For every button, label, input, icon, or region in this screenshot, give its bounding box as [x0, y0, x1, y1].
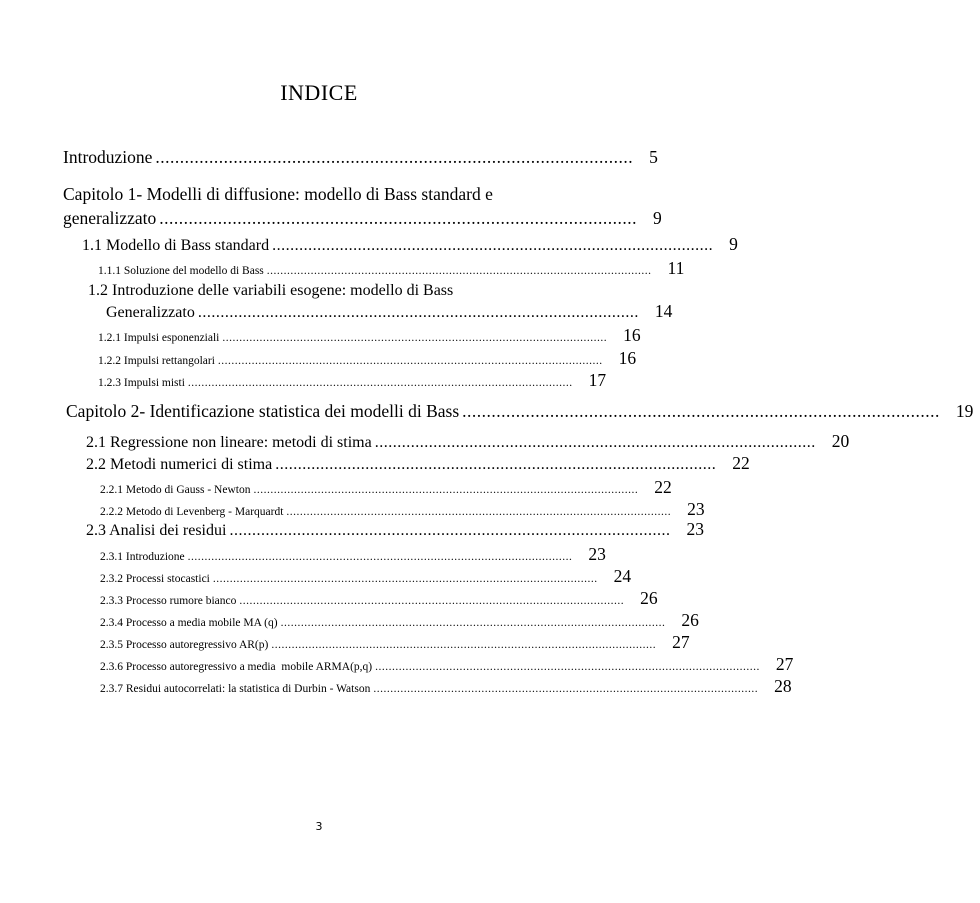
toc-leader: .................................................................................................. — [229, 522, 671, 539]
toc-label: 2.3.3 Processo rumore bianco — [100, 595, 237, 607]
toc-page: 17 — [588, 370, 607, 390]
toc-page: 9 — [653, 208, 662, 228]
toc-page: 23 — [686, 519, 704, 539]
toc-label: 2.2 Metodi numerici di stima — [86, 456, 273, 473]
toc-entry-2-3-6[interactable] — [100, 654, 794, 675]
toc-chapter-1-line1: Capitolo 1- Modelli di diffusione: modello di Bass standard e — [63, 184, 493, 204]
toc-entry-1-2[interactable] — [106, 301, 673, 322]
toc-page: 22 — [654, 477, 672, 497]
toc-page: 27 — [775, 654, 794, 674]
toc-leader: .................................................................................................. — [155, 147, 634, 167]
toc-entry-2-3-1[interactable] — [100, 544, 606, 565]
toc-entry-capitolo-2[interactable] — [66, 401, 974, 422]
toc-entry-2-3-5[interactable] — [100, 632, 690, 653]
toc-page: 5 — [649, 147, 658, 167]
toc-entry-2-3-3[interactable] — [100, 588, 658, 609]
toc-label: 2.2.2 Metodo di Levenberg - Marquardt — [100, 506, 284, 518]
toc-leader: .................................................................................................. — [275, 456, 717, 473]
toc-entry-1-1[interactable] — [82, 234, 738, 255]
toc-leader: .................................................................................................................. — [212, 573, 598, 585]
toc-page: 20 — [831, 431, 850, 451]
toc-leader: .................................................................................................................. — [280, 617, 666, 629]
toc-label: 2.3.1 Introduzione — [100, 551, 185, 563]
toc-label: 2.3.4 Processo a media mobile MA (q) — [100, 617, 278, 629]
toc-label: 2.3.7 Residui autocorrelati: la statistica di Durbin - Watson — [100, 683, 371, 695]
toc-page: 24 — [613, 566, 632, 586]
page-number: 3 — [315, 820, 323, 833]
toc-page: 19 — [955, 401, 974, 421]
toc-label: 2.3 Analisi dei residui — [86, 522, 227, 539]
toc-entry-2-3-4[interactable] — [100, 610, 699, 631]
toc-leader: .................................................................................................................. — [217, 355, 603, 367]
toc-page: 27 — [672, 632, 690, 652]
toc-entry-2-1[interactable] — [86, 431, 850, 452]
toc-page: 22 — [732, 453, 750, 473]
toc-page: 28 — [774, 676, 792, 696]
toc-leader: .................................................................................................................. — [253, 484, 639, 496]
toc-leader: .................................................................................................. — [159, 208, 638, 228]
toc-leader: .................................................................................................................. — [239, 595, 625, 607]
toc-page: 9 — [729, 234, 738, 254]
toc-page: 11 — [667, 258, 685, 278]
toc-entry-2-3-7[interactable] — [100, 676, 792, 697]
toc-leader: .................................................................................................................. — [373, 683, 759, 695]
toc-leader: .................................................................................................. — [197, 304, 639, 321]
toc-entry-2-3-2[interactable] — [100, 566, 632, 587]
toc-entry-1-2-line1: 1.2 Introduzione delle variabili esogene: modello di Bass — [88, 282, 454, 299]
toc-leader: .................................................................................................................. — [375, 661, 760, 673]
toc-leader: .................................................................................................. — [462, 401, 940, 421]
toc-leader: .................................................................................................................. — [187, 377, 573, 389]
toc-label: 1.2.1 Impulsi esponenziali — [98, 332, 220, 344]
toc-entry-1-2-2[interactable] — [98, 348, 637, 369]
toc-page: 16 — [618, 348, 637, 368]
toc-label: 2.3.6 Processo autoregressivo a media mobile ARMA(p,q) — [100, 661, 373, 673]
toc-leader: .................................................................................................................. — [266, 265, 652, 277]
toc-entry-1-2-1[interactable] — [98, 325, 641, 346]
toc-entry-2-2[interactable] — [86, 453, 750, 474]
toc-label: 1.2.3 Impulsi misti — [98, 377, 185, 389]
toc-label: generalizzato — [63, 208, 157, 228]
toc-label: 2.2.1 Metodo di Gauss - Newton — [100, 484, 251, 496]
toc-leader: .................................................................................................................. — [271, 639, 657, 651]
toc-page: 26 — [681, 610, 699, 630]
toc-page: 16 — [623, 325, 641, 345]
toc-entry-capitolo-1[interactable] — [63, 208, 662, 229]
toc-leader: .................................................................................................................. — [222, 332, 608, 344]
toc-entry-2-2-1[interactable] — [100, 477, 672, 498]
toc-entry-1-1-1[interactable] — [98, 258, 685, 279]
toc-label: 1.1 Modello di Bass standard — [82, 237, 270, 254]
toc-entry-introduzione[interactable] — [63, 147, 658, 168]
toc-page: 14 — [654, 301, 673, 321]
toc-page: 23 — [687, 499, 705, 519]
toc-label: Generalizzato — [106, 304, 195, 321]
toc-label: 2.3.2 Processi stocastici — [100, 573, 210, 585]
toc-label: Capitolo 2- Identificazione statistica dei modelli di Bass — [66, 401, 460, 421]
toc-entry-2-2-2[interactable] — [100, 499, 705, 520]
toc-entry-1-2-3[interactable] — [98, 370, 607, 391]
toc-label: 2.1 Regressione non lineare: metodi di stima — [86, 434, 372, 451]
toc-label: 2.3.5 Processo autoregressivo AR(p) — [100, 639, 269, 651]
toc-label: 1.1.1 Soluzione del modello di Bass — [98, 265, 264, 277]
toc-entry-2-3[interactable] — [86, 519, 704, 540]
toc-leader: .................................................................................................................. — [286, 506, 672, 518]
page-title: INDICE — [280, 80, 358, 105]
toc-page: 26 — [640, 588, 658, 608]
toc-leader: .................................................................................................. — [272, 237, 714, 254]
toc-page: 23 — [588, 544, 606, 564]
toc-leader: .................................................................................................................. — [187, 551, 573, 563]
toc-label: 1.2.2 Impulsi rettangolari — [98, 355, 215, 367]
toc-leader: .................................................................................................. — [374, 434, 816, 451]
toc-label: Introduzione — [63, 147, 153, 167]
